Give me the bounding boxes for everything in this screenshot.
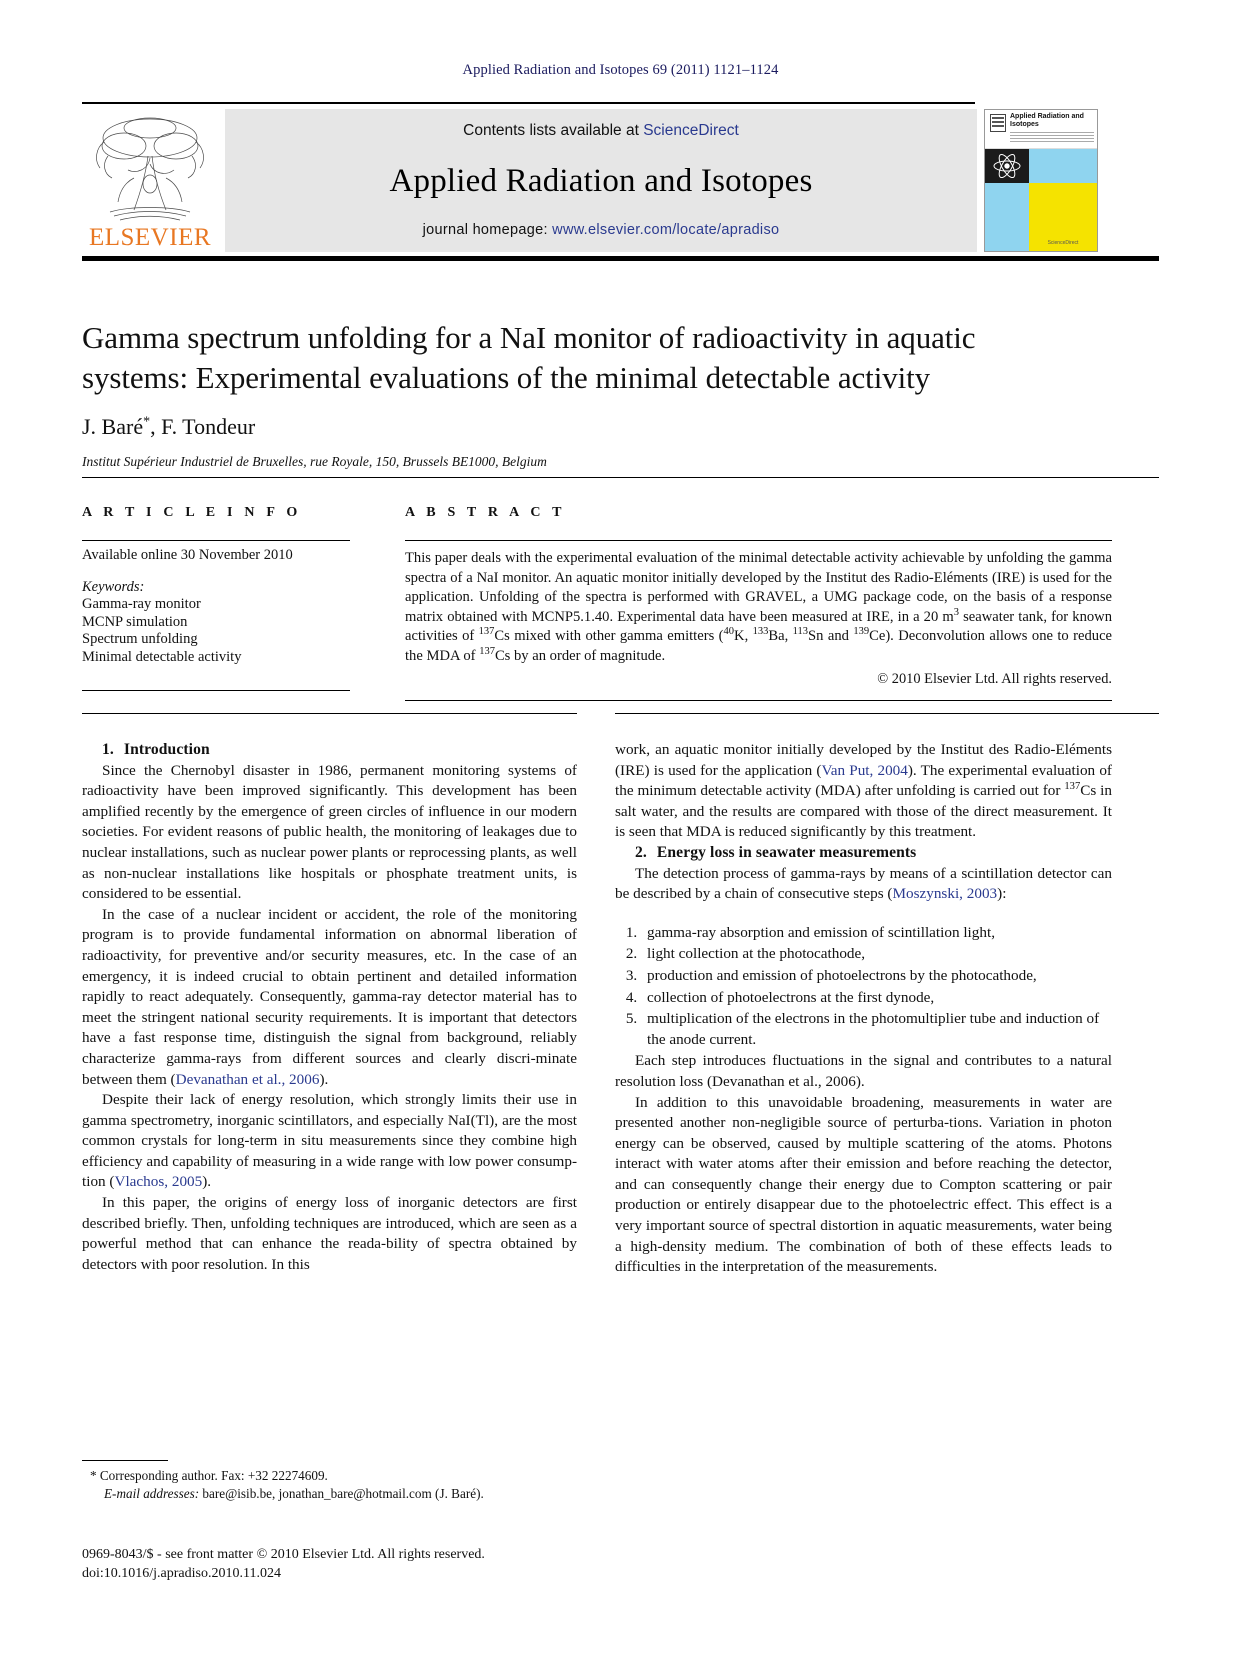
article-info-bottom-rule — [82, 690, 350, 691]
cover-header — [985, 110, 1097, 149]
citation-link[interactable]: Vlachos, 2005 — [114, 1173, 203, 1191]
footnote-block — [82, 1460, 577, 1502]
elsevier-logo — [82, 109, 218, 252]
masthead-top-rule — [82, 102, 975, 104]
available-online-date: Available online 30 November 2010 — [82, 547, 293, 563]
body-column-left — [82, 740, 577, 1275]
elsevier-tree-icon — [90, 112, 210, 224]
keyword-item: Spectrum unfolding — [82, 631, 198, 647]
paragraph — [615, 740, 1112, 843]
title-block — [82, 318, 1082, 470]
cover-lower-band — [985, 183, 1097, 251]
detection-steps-list — [615, 923, 1112, 1051]
contents-line — [463, 122, 739, 140]
paragraph — [615, 864, 1112, 905]
abstract-superscript: 3 — [953, 606, 959, 618]
abstract-part: This paper deals with the experimental evaluation of the minimal detectable activity achievable by unfolding the gamma spectra of a NaI monitor. An aquatic monitor initially developed by the Institut des Radio-Eléments (IRE) is used for the application. Unfolding of the spectra is performed with GRAVEL, a UMG package code, on the basis of a response matrix obtained with MCNP5.1.40. Experimental data have been measured at IRE, in a 20 m — [405, 550, 1112, 625]
abstract-superscript: 137 — [479, 646, 495, 658]
issn-copyright-block — [82, 1545, 602, 1583]
page-title: Gamma spectrum unfolding for a NaI monitor of radioactivity in aquatic systems: Experimental evaluations of the minimal detectable activity — [82, 320, 976, 395]
abstract-text — [405, 549, 1112, 667]
list-item: 1. gamma-ray absorption and emission of scintillation light, — [641, 923, 1112, 944]
keyword-item: Minimal detectable activity — [82, 648, 242, 665]
section-heading-energy-loss — [615, 843, 1112, 864]
cover-blue-column — [985, 183, 1029, 251]
section-number: 1. — [102, 741, 114, 758]
article-info-heading: A R T I C L E I N F O — [82, 505, 302, 520]
section-title: Energy loss in seawater measurements — [656, 843, 917, 861]
cover-blue-band — [1029, 149, 1097, 183]
paragraph-part: Despite their lack of energy resolution, which strongly limits their use in gamma spectrometry, inorganic scintillators, and especially NaI(Tl), are the most common crystals for long-term in situ measurements since they combine high efficiency and capability of measuring in a wide range with low power consump-tion ( — [82, 1091, 577, 1191]
corresponding-author-marker: * — [143, 414, 151, 430]
paragraph: In this paper, the origins of energy loss of inorganic detectors are first described briefly. Then, unfolding techniques are introduced, which are seen as a powerful method that can enhance the reada-bility of spectra obtained by detectors with poor resolution. In this — [82, 1194, 577, 1273]
paragraph-part: The detection process of gamma-rays by means of a scintillation detector can be described by a chain of consecutive steps ( — [615, 864, 1112, 903]
article-info-block — [82, 505, 350, 691]
journal-cover-thumbnail — [984, 109, 1098, 252]
citation-link[interactable]: Devanathan et al., 2006 — [175, 1070, 320, 1088]
list-item: 5. multiplication of the electrons in the photomultiplier tube and induction of the anode current. — [641, 1009, 1112, 1050]
abstract-part: Ce). Deconvolution allows one to reduce the MDA of — [405, 628, 1113, 664]
journal-title: Applied Radiation and Isotopes — [389, 162, 813, 199]
abstract-part: seawater tank, for known activities of — [405, 608, 1113, 645]
elsevier-wordmark: ELSEVIER — [88, 224, 212, 251]
list-item: 3. production and emission of photoelectrons by the photocathode, — [641, 966, 1112, 987]
paragraph — [82, 1090, 577, 1193]
corresponding-author-note: * Corresponding author. Fax: +32 22274609. — [90, 1468, 328, 1483]
list-item: 2. light collection at the photocathode, — [641, 944, 1112, 965]
copyright-line: © 2010 Elsevier Ltd. All rights reserved. — [877, 670, 1112, 687]
paragraph: In addition to this unavoidable broadening, measurements in water are presented another non-negligible source of perturba-tions. Variation in photon energy can be observed, caused by multiple scattering of the atoms. Photons interact with water atoms after their emission and before reaching the detector, and can consequently change their energy due to Compton scattering or pair production or entirely disappear due to the photoelectric effect. This effect is a very important source of spectral distortion in aquatic measurements, water being a high-density medium. The combination of both of these effects leads to difficulties in the interpretation of the measurements. — [615, 1093, 1112, 1276]
atom-icon — [985, 149, 1029, 183]
paragraph: Each step introduces fluctuations in the signal and contributes to a natural resolution loss (Devanathan et al., 2006). — [615, 1052, 1112, 1090]
paragraph-part: work, an aquatic monitor initially developed by the Institut des Radio-Eléments (IRE) is used for the application ( — [615, 741, 1112, 779]
paragraph-part: Cs in salt water, and the results are compared with those of the direct measurement. It is seen that MDA is reduced significantly by this treatment. — [615, 782, 1112, 841]
section-title: Introduction — [123, 741, 210, 758]
author-list — [82, 414, 1082, 440]
paragraph-part: In the case of a nuclear incident or accident, the role of the monitoring program is to provide fundamental information on abnormal liberation of radioactivity, for preventive and/or security measures, etc. In the case of an emergency, it is indeed crucial to obtain pertinent and detailed information rapidly to react adequately. Consequently, gamma-ray detector material has to meet the stringent national security requirements. It is important that detectors have a fast response time, distinguish the signal from background, reliably characterize gamma-rays from different sources and clearly discri-minate between them ( — [82, 905, 577, 1088]
contents-label: Contents lists available at — [463, 122, 639, 139]
homepage-url-link[interactable]: www.elsevier.com/locate/apradiso — [552, 222, 780, 238]
doi-line[interactable]: doi:10.1016/j.apradiso.2010.11.024 — [82, 1566, 281, 1581]
cover-footer-text: ScienceDirect — [1047, 240, 1079, 246]
abstract-rule — [405, 540, 1112, 541]
cover-middle-band — [985, 149, 1097, 183]
affiliation: Institut Supérieur Industriel de Bruxelles, rue Royale, 150, Brussels BE1000, Belgium — [82, 454, 547, 469]
abstract-part: Sn and — [808, 628, 854, 645]
abstract-part: Ba, — [768, 628, 793, 645]
author-primary: J. Baré — [82, 414, 144, 439]
masthead-center-band — [225, 109, 977, 252]
abstract-bottom-rule — [405, 700, 1112, 701]
title-section-divider — [82, 477, 1159, 478]
keywords-label: Keywords: — [82, 579, 145, 595]
abstract-part: Cs by an order of magnitude. — [494, 647, 666, 664]
homepage-label: journal homepage: — [422, 222, 548, 238]
running-head: Applied Radiation and Isotopes 69 (2011) 1121–1124 — [462, 62, 779, 78]
article-info-rule — [82, 540, 350, 541]
list-item: 4. collection of photoelectrons at the first dynode, — [641, 988, 1112, 1009]
email-label: E-mail addresses: — [104, 1485, 200, 1501]
keyword-item: Gamma-ray monitor — [82, 596, 201, 612]
keyword-item: MCNP simulation — [82, 613, 188, 630]
sciencedirect-link[interactable]: ScienceDirect — [643, 122, 739, 139]
paragraph — [82, 905, 577, 1090]
abstract-superscript: 139 — [853, 626, 870, 638]
isotope-superscript: 137 — [1064, 781, 1081, 793]
abstract-part: Cs mixed with other gamma emitters ( — [494, 628, 724, 645]
email-addresses[interactable]: bare@isib.be, jonathan_bare@hotmail.com (J. Baré). — [199, 1485, 484, 1501]
author-secondary: , F. Tondeur — [150, 414, 256, 439]
section-heading-introduction — [82, 740, 577, 761]
abstract-part: K, — [734, 628, 753, 645]
email-note — [82, 1485, 577, 1503]
masthead-bottom-rule — [82, 256, 1159, 261]
body-divider-left — [82, 713, 577, 714]
cover-publisher-icon — [990, 114, 1006, 132]
paragraph-part: ). — [202, 1173, 212, 1191]
issn-line: 0969-8043/$ - see front matter © 2010 Elsevier Ltd. All rights reserved. — [82, 1547, 485, 1562]
abstract-superscript: 133 — [752, 626, 769, 638]
section-number: 2. — [635, 843, 647, 861]
cover-yellow-panel — [1029, 183, 1097, 251]
footnote-rule — [82, 1460, 168, 1461]
body-divider-right — [615, 713, 1159, 714]
paragraph: Since the Chernobyl disaster in 1986, permanent monitoring systems of radioactivity have been improved significantly. This development has been amplified recently by the emergence of green circles of influence in our modern societies. For evident reasons of public health, the monitoring of leakages due to nuclear installations, such as nuclear power plants or reprocessing plants, as well as non-nuclear installations like hospitals or phosphate treatment units, is considered to be essential. — [82, 761, 577, 903]
cover-journal-title: Applied Radiation and Isotopes — [1010, 113, 1084, 128]
journal-masthead — [82, 102, 1159, 261]
cover-subtext-lines — [1010, 132, 1094, 144]
paragraph-part: ). The experimental evaluation of the minimum detectable activity (MDA) after unfolding is carried out for — [615, 761, 1112, 800]
abstract-superscript: 40 — [723, 626, 735, 638]
journal-homepage-line — [423, 222, 780, 238]
paragraph-part: ). — [319, 1070, 329, 1088]
body-column-right — [615, 740, 1112, 1278]
citation-link[interactable]: Van Put, 2004 — [821, 761, 908, 779]
abstract-block — [405, 505, 1112, 701]
abstract-superscript: 137 — [478, 626, 495, 638]
citation-link[interactable]: Moszynski, 2003 — [892, 885, 998, 903]
paragraph-part: ): — [997, 885, 1007, 903]
abstract-superscript: 113 — [792, 626, 809, 638]
abstract-heading: A B S T R A C T — [405, 505, 566, 520]
